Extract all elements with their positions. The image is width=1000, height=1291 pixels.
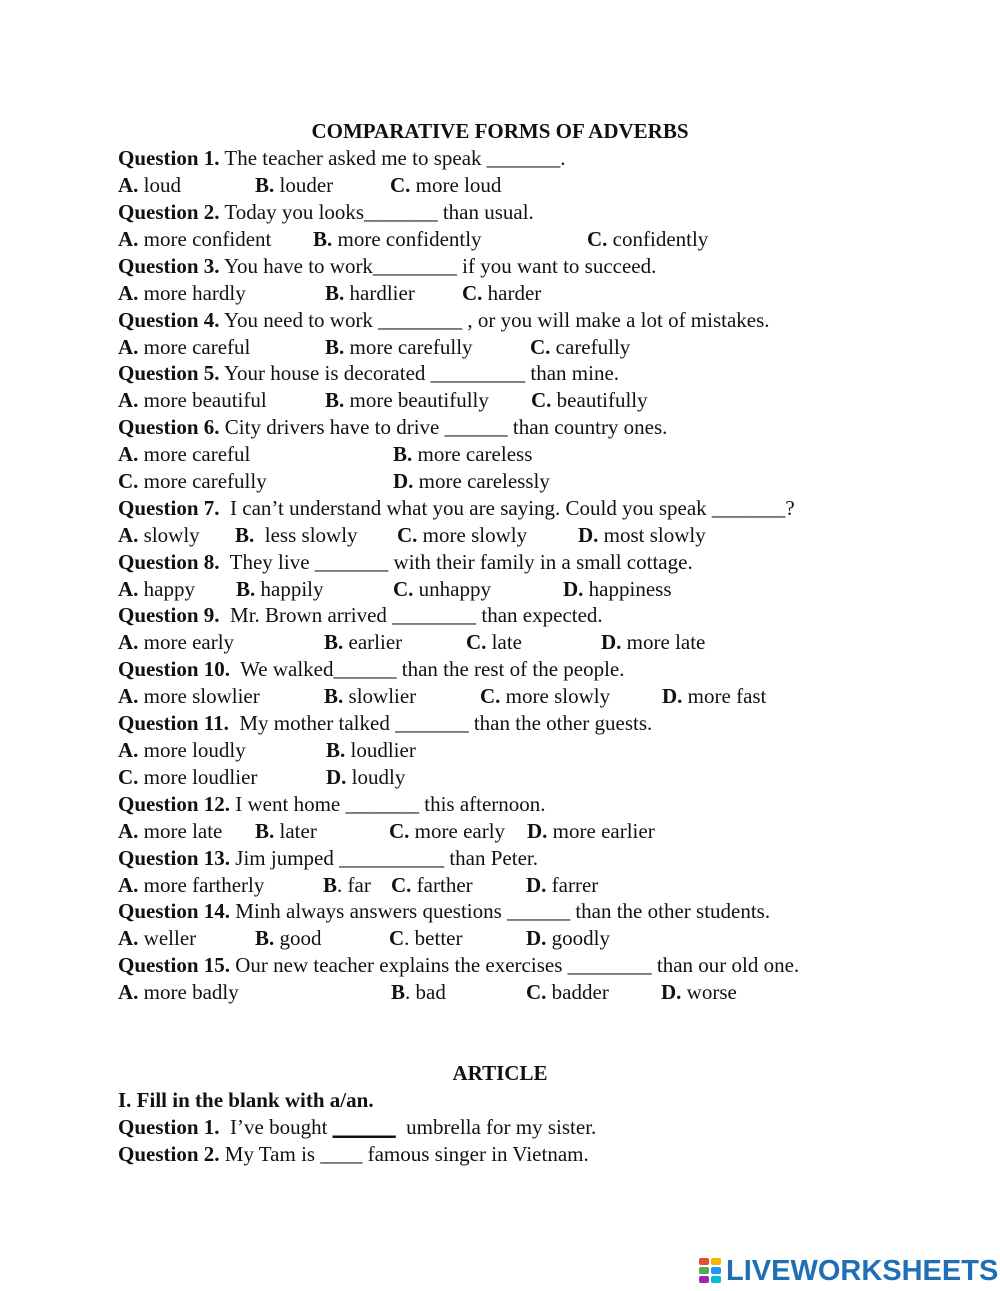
question-text: The teacher asked me to speak _______.: [219, 146, 566, 170]
option-b[interactable]: [393, 441, 532, 467]
option-letter: B.: [393, 442, 413, 466]
question-text-pre: I’ve bought: [219, 1115, 333, 1139]
option-c[interactable]: [118, 468, 267, 494]
option-text: . far: [337, 873, 371, 897]
option-c[interactable]: [389, 925, 462, 951]
option-d[interactable]: [601, 629, 705, 655]
option-a[interactable]: [118, 629, 234, 655]
option-d[interactable]: [527, 818, 655, 844]
option-letter: B.: [236, 577, 256, 601]
option-text: worse: [681, 980, 737, 1004]
option-a[interactable]: [118, 226, 271, 252]
question-text: They live _______ with their family in a small cottage.: [219, 550, 693, 574]
option-text: good: [274, 926, 322, 950]
question-11: [118, 710, 652, 736]
question-10: [118, 656, 625, 682]
option-letter: C: [389, 926, 405, 950]
liveworksheets-logo: [698, 1254, 998, 1288]
question-text: Minh always answers questions ______ than the other students.: [230, 899, 771, 923]
option-text: harder: [482, 281, 542, 305]
option-c[interactable]: [397, 522, 527, 548]
option-letter: B.: [324, 684, 344, 708]
option-text: more slowly: [500, 684, 611, 708]
question-2: [118, 199, 534, 225]
question-4: [118, 307, 770, 333]
option-letter: C.: [587, 227, 608, 251]
question-label: Question 6.: [118, 415, 220, 439]
option-letter: B.: [325, 281, 345, 305]
option-letter: B.: [235, 523, 255, 547]
option-b[interactable]: [324, 629, 402, 655]
option-text: weller: [138, 926, 197, 950]
option-text: farrer: [546, 873, 599, 897]
article-question-2: [118, 1141, 589, 1167]
option-text: slowlier: [343, 684, 417, 708]
option-letter: A.: [118, 577, 139, 601]
question-text: You need to work ________ , or you will make a lot of mistakes.: [219, 308, 770, 332]
option-text: late: [486, 630, 522, 654]
option-text: more early: [409, 819, 506, 843]
question-label: Question 14.: [118, 899, 231, 923]
question-1: [118, 145, 566, 171]
option-text: more loud: [410, 173, 502, 197]
question-text: You have to work________ if you want to succeed.: [219, 254, 657, 278]
option-text: louder: [274, 173, 334, 197]
option-letter: A.: [118, 281, 139, 305]
option-d[interactable]: [526, 925, 610, 951]
option-text: more fast: [682, 684, 767, 708]
option-c[interactable]: [391, 872, 473, 898]
option-letter: C.: [531, 388, 552, 412]
option-b[interactable]: [313, 226, 482, 252]
option-letter: C.: [462, 281, 483, 305]
question-label: Question 7.: [118, 496, 220, 520]
option-c[interactable]: [587, 226, 708, 252]
option-letter: A.: [118, 335, 139, 359]
question-14: [118, 898, 770, 924]
option-c[interactable]: [526, 979, 609, 1005]
question-text: Your house is decorated _________ than mine.: [219, 361, 620, 385]
option-text: more badly: [138, 980, 239, 1004]
option-letter: A.: [118, 738, 139, 762]
option-d[interactable]: [326, 764, 405, 790]
option-d[interactable]: [563, 576, 672, 602]
option-text: more loudlier: [138, 765, 258, 789]
question-text: I went home _______ this afternoon.: [230, 792, 546, 816]
option-text: more confident: [138, 227, 272, 251]
option-letter: D.: [393, 469, 414, 493]
option-letter: C.: [118, 765, 139, 789]
option-letter: D.: [526, 926, 547, 950]
option-b[interactable]: [255, 818, 317, 844]
option-text: more beautifully: [344, 388, 489, 412]
option-a[interactable]: [118, 522, 200, 548]
option-letter: A.: [118, 630, 139, 654]
section-title-adverbs: COMPARATIVE FORMS OF ADVERBS: [311, 119, 689, 143]
option-letter: C.: [526, 980, 547, 1004]
option-letter: A.: [118, 819, 139, 843]
option-b[interactable]: [255, 925, 322, 951]
option-b[interactable]: [235, 522, 358, 548]
question-text: Today you looks_______ than usual.: [219, 200, 534, 224]
option-b[interactable]: [325, 280, 415, 306]
question-text: Jim jumped __________ than Peter.: [230, 846, 538, 870]
option-a[interactable]: [118, 872, 264, 898]
question-text: Our new teacher explains the exercises ________ than our old one.: [230, 953, 800, 977]
article-question-1: [118, 1114, 596, 1140]
question-text: We walked______ than the rest of the people.: [230, 657, 625, 681]
option-b[interactable]: [324, 683, 416, 709]
option-letter: C.: [397, 523, 418, 547]
option-letter: B.: [325, 335, 345, 359]
question-label: Question 10.: [118, 657, 231, 681]
option-text: . better: [404, 926, 463, 950]
liveworksheets-logo-icon: [698, 1256, 722, 1286]
answer-blank[interactable]: ______: [332, 1115, 396, 1139]
option-c[interactable]: [462, 280, 541, 306]
question-label: Question 11.: [118, 711, 229, 735]
option-letter: D.: [661, 980, 682, 1004]
option-text: more beautiful: [138, 388, 267, 412]
option-text: more carefully: [344, 335, 473, 359]
option-d[interactable]: [661, 979, 737, 1005]
question-label: Question 4.: [118, 308, 220, 332]
option-letter: A.: [118, 388, 139, 412]
option-d[interactable]: [578, 522, 706, 548]
option-letter: A.: [118, 173, 139, 197]
question-text-post: umbrella for my sister.: [395, 1115, 597, 1139]
option-b[interactable]: [325, 387, 489, 413]
option-letter: A.: [118, 227, 139, 251]
option-text: later: [274, 819, 317, 843]
option-letter: C.: [391, 873, 412, 897]
option-text: loudlier: [345, 738, 416, 762]
option-letter: C.: [466, 630, 487, 654]
option-a[interactable]: [118, 683, 260, 709]
option-letter: D.: [526, 873, 547, 897]
question-label: Question 1.: [118, 1115, 220, 1139]
option-text: loud: [138, 173, 182, 197]
option-letter: D.: [527, 819, 548, 843]
option-d[interactable]: [526, 872, 598, 898]
option-text: more earlier: [547, 819, 655, 843]
option-letter: B.: [326, 738, 346, 762]
option-letter: D.: [601, 630, 622, 654]
option-text: more carefully: [138, 469, 267, 493]
option-text: more carelessly: [413, 469, 550, 493]
question-label: Question 15.: [118, 953, 231, 977]
option-letter: A.: [118, 684, 139, 708]
option-text: beautifully: [551, 388, 648, 412]
question-label: Question 12.: [118, 792, 231, 816]
question-label: Question 13.: [118, 846, 231, 870]
option-c[interactable]: [480, 683, 610, 709]
question-8: [118, 549, 693, 575]
option-text: goodly: [546, 926, 611, 950]
option-a[interactable]: [118, 280, 246, 306]
option-letter: B.: [255, 173, 275, 197]
option-letter: A.: [118, 926, 139, 950]
brand-name: LIVEWORKSHEETS: [726, 1254, 999, 1287]
option-letter: A.: [118, 980, 139, 1004]
option-b[interactable]: [255, 172, 333, 198]
question-text: My mother talked _______ than the other guests.: [228, 711, 653, 735]
question-label: Question 1.: [118, 146, 220, 170]
question-label: Question 9.: [118, 603, 220, 627]
question-text: Mr. Brown arrived ________ than expected.: [219, 603, 603, 627]
option-text: more slowlier: [138, 684, 260, 708]
option-letter: B.: [255, 819, 275, 843]
option-c[interactable]: [466, 629, 522, 655]
option-text: more careful: [138, 442, 251, 466]
question-text: City drivers have to drive ______ than country ones.: [219, 415, 668, 439]
option-text: more careful: [138, 335, 251, 359]
option-text: badder: [546, 980, 609, 1004]
option-letter: C.: [480, 684, 501, 708]
option-text: carefully: [550, 335, 631, 359]
question-6: [118, 414, 667, 440]
option-text: more loudly: [138, 738, 246, 762]
option-c[interactable]: [393, 576, 491, 602]
option-letter: B.: [325, 388, 345, 412]
option-text: more late: [621, 630, 706, 654]
option-text: confidently: [607, 227, 709, 251]
question-label: Question 3.: [118, 254, 220, 278]
option-letter: C.: [389, 819, 410, 843]
option-text: happiness: [583, 577, 672, 601]
instruction: I. Fill in the blank with a/an.: [118, 1088, 374, 1112]
option-letter: C.: [118, 469, 139, 493]
question-5: [118, 360, 619, 386]
option-text: . bad: [405, 980, 446, 1004]
option-c[interactable]: [389, 818, 505, 844]
section-title-article: ARTICLE: [452, 1061, 548, 1085]
question-9: [118, 602, 603, 628]
option-a[interactable]: [118, 737, 246, 763]
option-b[interactable]: [236, 576, 324, 602]
option-letter: D.: [578, 523, 599, 547]
option-text: more careless: [412, 442, 533, 466]
option-letter: D.: [662, 684, 683, 708]
option-text: more slowly: [417, 523, 528, 547]
question-12: [118, 791, 546, 817]
option-text: unhappy: [413, 577, 491, 601]
option-c[interactable]: [390, 172, 501, 198]
question-7: [118, 495, 795, 521]
option-a[interactable]: [118, 334, 250, 360]
option-text: more confidently: [332, 227, 482, 251]
option-letter: A.: [118, 523, 139, 547]
option-a[interactable]: [118, 925, 196, 951]
option-c[interactable]: [530, 334, 630, 360]
question-3: [118, 253, 656, 279]
option-letter: C.: [390, 173, 411, 197]
question-text: My Tam is ____ famous singer in Vietnam.: [219, 1142, 589, 1166]
option-text: earlier: [343, 630, 403, 654]
option-b[interactable]: [325, 334, 473, 360]
option-c[interactable]: [118, 764, 257, 790]
option-letter: A.: [118, 873, 139, 897]
option-letter: B.: [255, 926, 275, 950]
option-letter: D.: [563, 577, 584, 601]
option-text: hardlier: [344, 281, 415, 305]
question-label: Question 8.: [118, 550, 220, 574]
option-letter: D.: [326, 765, 347, 789]
option-b[interactable]: [326, 737, 416, 763]
option-text: more early: [138, 630, 235, 654]
option-a[interactable]: [118, 441, 250, 467]
option-text: more fartherly: [138, 873, 265, 897]
option-a[interactable]: [118, 576, 195, 602]
option-text: less slowly: [254, 523, 358, 547]
option-a[interactable]: [118, 387, 267, 413]
question-label: Question 2.: [118, 1142, 220, 1166]
option-text: most slowly: [598, 523, 706, 547]
option-text: more hardly: [138, 281, 246, 305]
option-letter: A.: [118, 442, 139, 466]
option-text: happily: [255, 577, 324, 601]
option-c[interactable]: [531, 387, 648, 413]
question-text: I can’t understand what you are saying. Could you speak _______?: [219, 496, 795, 520]
option-text: happy: [138, 577, 195, 601]
option-letter: C.: [393, 577, 414, 601]
question-13: [118, 845, 538, 871]
option-text: more late: [138, 819, 223, 843]
question-15: [118, 952, 799, 978]
option-b[interactable]: [391, 979, 446, 1005]
option-d[interactable]: [393, 468, 550, 494]
option-letter: C.: [530, 335, 551, 359]
option-text: loudly: [346, 765, 406, 789]
option-letter: B: [391, 980, 406, 1004]
option-letter: B: [323, 873, 338, 897]
option-d[interactable]: [662, 683, 766, 709]
option-text: farther: [411, 873, 473, 897]
option-a[interactable]: [118, 172, 181, 198]
option-a[interactable]: [118, 979, 239, 1005]
option-letter: B.: [324, 630, 344, 654]
option-text: slowly: [138, 523, 200, 547]
option-b[interactable]: [323, 872, 371, 898]
option-a[interactable]: [118, 818, 222, 844]
question-label: Question 2.: [118, 200, 220, 224]
option-letter: B.: [313, 227, 333, 251]
question-label: Question 5.: [118, 361, 220, 385]
